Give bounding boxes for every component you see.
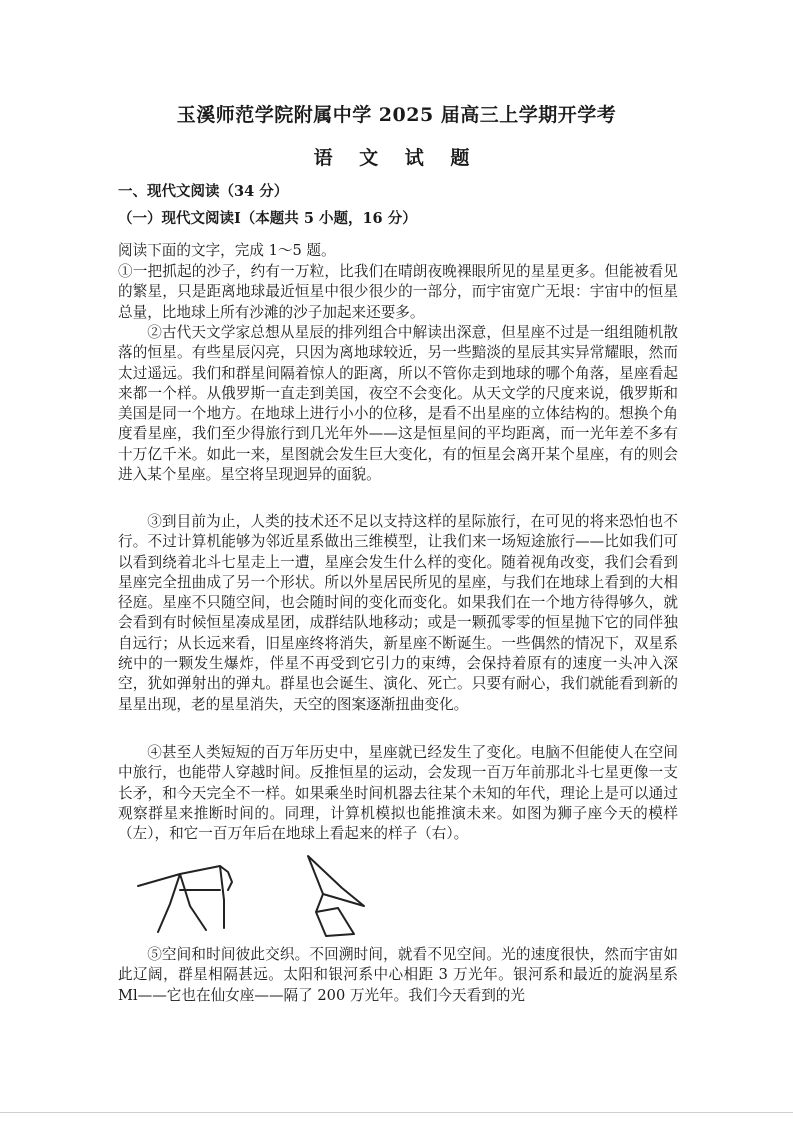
leo-constellation-figure [128, 846, 368, 938]
leo-today-icon [138, 866, 232, 932]
paragraph-1: ①一把抓起的沙子，约有一万粒，比我们在晴朗夜晚裸眼所见的星星更多。但能被看见的繁星，只是距离地球最近恒星中很少很少的一部分，而宇宙宽广无垠：宇宙中的恒星总量，比地球上所有沙滩的沙子加起来还要多。 [118, 263, 678, 321]
reading-instruction: 阅读下面的文字，完成 1～5 题。 [118, 242, 336, 259]
paragraph-3: ③到目前为止，人类的技术还不足以支持这样的星际旅行，在可见的将来恐怕也不行。不过计算机能够为邻近星系做出三维模型，让我们来一场短途旅行——比如我们可以看到绕着北斗七星走上一遭，星座会发生什么样的变化。随着视角改变，我们会看到星座完全扭曲成了另一个形状。所以外星居民所见的星座，与我们在地球上看到的大相径庭。星座不只随空间，也会随时间的变化而变化。如果我们在一个地方待得够久，就会看到有时候恒星凑成星团，成群结队地移动；或是一颗孤零零的恒星抛下它的同伴独自远行；从长远来看，旧星座终将消失，新星座不断诞生。一些偶然的情况下，双星系统中的一颗发生爆炸，伴星不再受到它引力的束缚，会保持着原有的速度一头冲入深空，犹如弹射出的弹丸。群星也会诞生、演化、死亡。只要有耐心，我们就能看到新的星星出现，老的星星消失，天空的图案逐渐扭曲变化。 [118, 513, 678, 713]
paragraph-5: ⑤空间和时间彼此交织。不回溯时间，就看不见空间。光的速度很快，然而宇宙如此辽阔，群星相隔甚远。太阳和银河系中心相距 3 万光年。银河系和最近的旋涡星系 Ml——它也在仙女座——隔了 200 万光年。我们今天看到的光 [118, 946, 678, 1004]
paragraph-4: ④甚至人类短短的百万年历史中，星座就已经发生了变化。电脑不但能使人在空间中旅行，也能带人穿越时间。反推恒星的运动，会发现一百万年前那北斗七星更像一支长矛，和今天完全不一样。如果乘坐时间机器去往某个未知的年代，理论上是可以通过观察群星来推断时间的。同理，计算机模拟也能推演未来。如图为狮子座今天的模样（左），和它一百万年后在地球上看起来的样子（右）。 [118, 744, 678, 843]
leo-future-icon [308, 856, 364, 936]
school-exam-title: 玉溪师范学院附属中学 2025 届高三上学期开学考 [176, 104, 617, 126]
section-heading: 一、现代文阅读（34 分） [118, 183, 289, 200]
subject-title: 语 文 试 题 [313, 147, 480, 169]
sub-section-heading: （一）现代文阅读Ⅰ（本题共 5 小题，16 分） [118, 210, 417, 227]
paragraph-2: ②古代天文学家总想从星辰的排列组合中解读出深意，但星座不过是一组组随机散落的恒星。有些星辰闪亮，只因为离地球较近，另一些黯淡的星辰其实异常耀眼，然而太过遥远。我们和群星间隔着惊人的距离，所以不管你走到地球的哪个角落，星座看起来都一个样。从俄罗斯一直走到美国，夜空不会变化。从天文学的尺度来说，俄罗斯和美国是同一个地方。在地球上进行小小的位移，是看不出星座的立体结构的。想换个角度看星座，我们至少得旅行到几光年外——这是恒星间的平均距离，而一光年差不多有十万亿千米。如此一来，星图就会发生巨大变化，有的恒星会离开某个星座，有的则会进入某个星座。星空将呈现迥异的面貌。 [118, 324, 678, 484]
page-bottom-rule [0, 1112, 793, 1113]
